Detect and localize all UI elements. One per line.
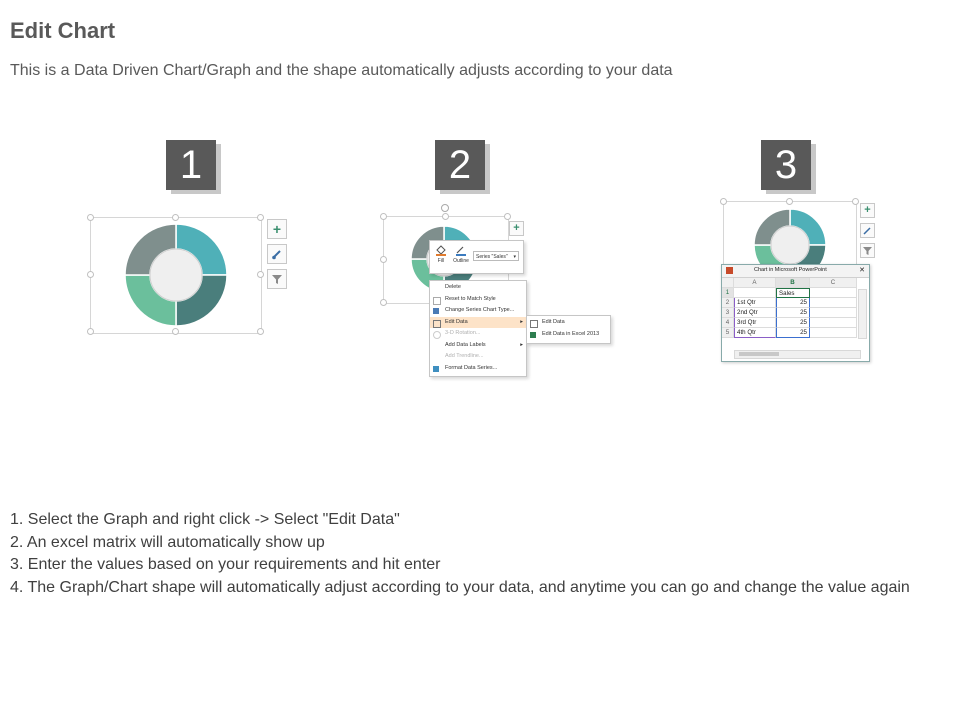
vertical-scrollbar[interactable] (858, 289, 867, 339)
paint-bucket-icon (435, 244, 447, 256)
format-icon (433, 366, 439, 372)
instructions (10, 509, 950, 599)
chevron-right-icon: ▸ (520, 318, 523, 325)
rotation-icon (433, 331, 441, 339)
menu-item-reset[interactable]: Reset to Match Style (430, 294, 526, 306)
resize-handle[interactable] (852, 198, 859, 205)
rotate-handle[interactable] (441, 204, 449, 212)
resize-handle[interactable] (720, 198, 727, 205)
menu-item-edit-data[interactable]: Edit Data ▸ (430, 317, 526, 329)
step-1-badge: 1 (166, 140, 216, 190)
plus-icon: + (513, 222, 520, 234)
series-dropdown[interactable]: Series "Sales" ▾ (473, 251, 519, 261)
brush-icon (271, 248, 283, 260)
page-subtitle: This is a Data Driven Chart/Graph and the shape automatically adjusts according to your data (10, 62, 673, 79)
resize-handle[interactable] (380, 213, 387, 220)
resize-handle[interactable] (380, 256, 387, 263)
close-icon[interactable]: ✕ (859, 267, 865, 274)
edit-data-icon (433, 320, 441, 328)
chart-styles-button[interactable] (860, 223, 875, 238)
outline-button[interactable]: Outline (452, 244, 470, 270)
context-menu (429, 280, 527, 377)
chart-elements-button[interactable] (509, 221, 524, 236)
resize-handle[interactable] (786, 198, 793, 205)
submenu-item-edit-data[interactable]: Edit Data (527, 317, 610, 329)
fill-button[interactable]: Fill (434, 244, 448, 270)
plus-icon: + (864, 204, 871, 216)
resize-handle[interactable] (257, 214, 264, 221)
page-title: Edit Chart (10, 18, 116, 43)
chart-filters-button[interactable] (860, 243, 875, 258)
menu-item-change-type[interactable]: Change Series Chart Type... (430, 305, 526, 317)
chevron-down-icon: ▾ (513, 254, 516, 260)
excel-title-bar: Chart in Microsoft PowerPoint ✕ (722, 265, 869, 278)
resize-handle[interactable] (442, 213, 449, 220)
pen-icon (455, 244, 467, 256)
resize-handle[interactable] (87, 328, 94, 335)
instruction-step-2: 2. An excel matrix will automatically show up (10, 533, 325, 551)
menu-item-add-trendline[interactable]: Add Trendline... (445, 353, 484, 359)
filter-icon (271, 273, 283, 285)
chart-styles-button[interactable] (267, 244, 287, 264)
chart-type-icon (433, 308, 439, 314)
resize-handle[interactable] (380, 299, 387, 306)
chart-elements-button[interactable] (860, 203, 875, 218)
step-3-badge: 3 (761, 140, 811, 190)
mini-toolbar (429, 240, 524, 274)
resize-handle[interactable] (257, 328, 264, 335)
chevron-right-icon: ▸ (520, 341, 523, 348)
resize-handle[interactable] (87, 214, 94, 221)
horizontal-scrollbar[interactable] (734, 350, 861, 359)
brush-icon (863, 226, 872, 235)
scrollbar-thumb[interactable] (739, 352, 779, 356)
submenu-item-edit-in-excel[interactable]: Edit Data in Excel 2013 (527, 329, 610, 341)
instruction-step-3: 3. Enter the values based on your requirements and hit enter (10, 556, 441, 573)
instruction-step-4: 4. The Graph/Chart shape will automatically adjust according to your data, and anytime you can go and change the value again (10, 578, 910, 596)
reset-icon (433, 297, 441, 305)
resize-handle[interactable] (87, 271, 94, 278)
donut-chart-1[interactable] (120, 219, 232, 331)
menu-item-add-data-labels[interactable]: Add Data Labels ▸ (430, 340, 526, 352)
menu-item-delete[interactable]: Delete (445, 284, 461, 290)
plus-icon: + (272, 221, 282, 237)
instruction-step-1: 1. Select the Graph and right click -> Select "Edit Data" (10, 511, 400, 528)
resize-handle[interactable] (504, 213, 511, 220)
menu-item-format-series[interactable]: Format Data Series... (430, 363, 526, 375)
excel-data-window: Chart in Microsoft PowerPoint ✕ A B C 1 Sales 2 1st Qtr 25 3 2nd Qtr 25 4 3rd Qtr 25 5 4th Qtr 25 (721, 264, 870, 362)
grid-icon (530, 320, 538, 328)
step-2-badge: 2 (435, 140, 485, 190)
chart-filters-button[interactable] (267, 269, 287, 289)
filter-icon (863, 246, 872, 255)
powerpoint-icon (726, 267, 733, 274)
chart-elements-button[interactable] (267, 219, 287, 239)
edit-data-submenu (526, 315, 611, 344)
excel-icon (530, 332, 536, 338)
menu-item-3d-rotation[interactable]: 3-D Rotation... (430, 328, 526, 340)
resize-handle[interactable] (257, 271, 264, 278)
